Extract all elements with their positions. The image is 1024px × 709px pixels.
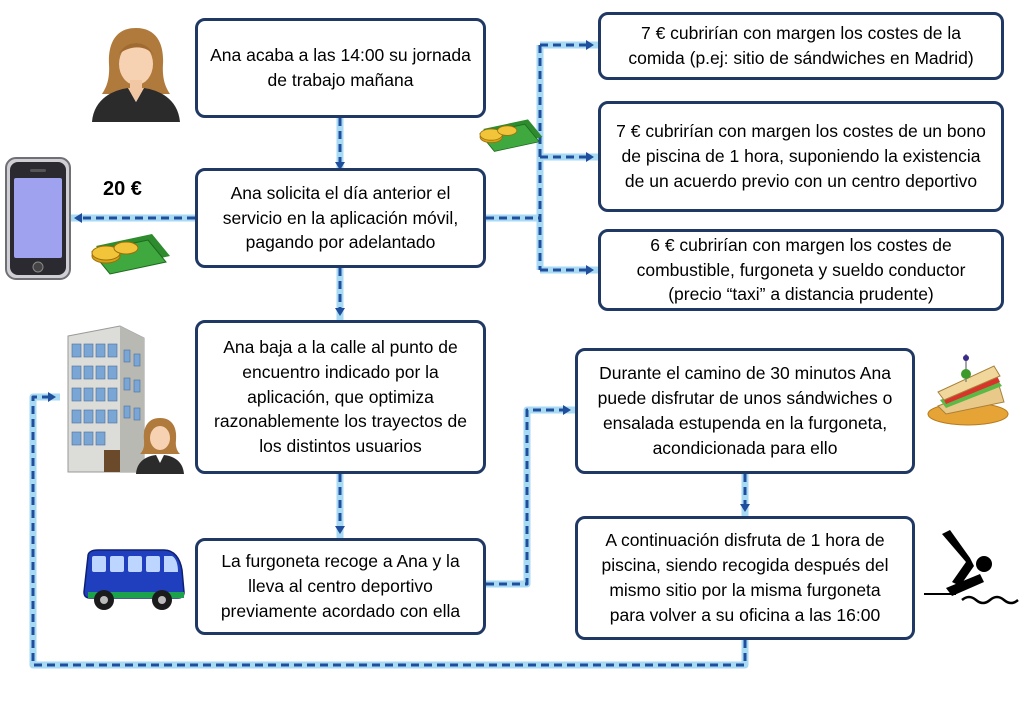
- step3-box: [195, 320, 486, 474]
- swimmer-icon: [922, 528, 1020, 612]
- van-icon: [82, 548, 188, 612]
- food-cost-box: [598, 12, 1004, 80]
- step1-text: Ana acaba a las 14:00 su jornada de trabajo mañana: [210, 45, 471, 90]
- food-cost-text: 7 € cubrirían con margen los costes de la comida (p.ej: sitio de sándwiches en Madrid): [628, 23, 974, 68]
- money-icon: [472, 112, 544, 154]
- smartphone-icon: [4, 156, 72, 281]
- ride-box: [575, 348, 915, 474]
- office-building-icon: [60, 322, 188, 474]
- pool-cost-box: [598, 101, 1004, 212]
- step1-box: [195, 18, 486, 118]
- ride-text: Durante el camino de 30 minutos Ana puede disfrutar de unos sándwiches o ensalada estupenda en la furgoneta, acondicionada para ello: [597, 363, 893, 458]
- money-icon: [82, 226, 172, 276]
- step2-box: [195, 168, 486, 268]
- swim-box: [575, 516, 915, 640]
- step4-box: [195, 538, 486, 635]
- step3-text: Ana baja a la calle al punto de encuentro indicado por la aplicación, que optimiza razonablemente los trayectos de los distintos usuarios: [214, 336, 467, 457]
- step4-text: La furgoneta recoge a Ana y la lleva al centro deportivo previamente acordado con ella: [220, 551, 461, 621]
- fuel-cost-box: [598, 229, 1004, 311]
- price-label: 20 €: [103, 178, 142, 200]
- fuel-cost-text: 6 € cubrirían con margen los costes de combustible, furgoneta y sueldo conductor (precio “taxi” a distancia prudente): [636, 234, 966, 305]
- sandwich-icon: [924, 352, 1012, 428]
- woman-avatar-icon: [88, 22, 184, 122]
- cost-branch-trunk: [486, 45, 540, 270]
- step2-text: Ana solicita el día anterior el servicio en la aplicación móvil, pagando por adelantado: [222, 182, 459, 253]
- swim-text: A continuación disfruta de 1 hora de piscina, siendo recogida después del mismo sitio por la misma furgoneta para volver a su oficina a las 16:00: [601, 530, 889, 625]
- pool-cost-text: 7 € cubrirían con margen los costes de un bono de piscina de 1 hora, suponiendo la existencia de un acuerdo previo con un centro deportivo: [616, 121, 986, 191]
